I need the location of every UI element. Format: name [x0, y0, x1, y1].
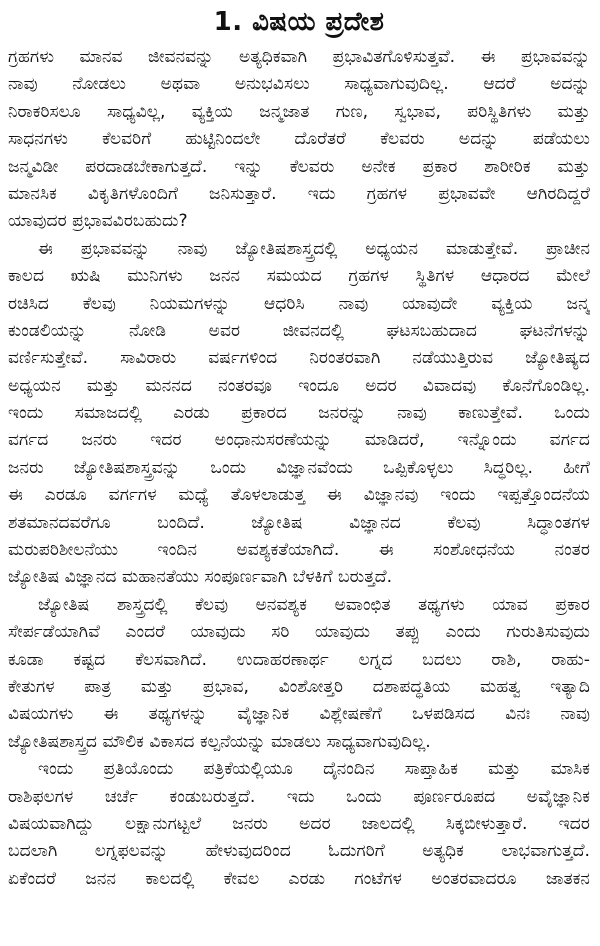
paragraph-line: ಮಾನಸಿಕ ವಿಕೃತಿಗಳೊಂದಿಗೆ ಜನಿಸುತ್ತಾರೆ. ಇದು ಗ್ರಹಗಳ ಪ್ರಭಾವವೇ ಆಗಿರದಿದ್ದರೆ [8, 183, 590, 204]
paragraph-line: ಏಕೆಂದರೆ ಜನನ ಕಾಲದಲ್ಲಿ ಕೇವಲ ಎರಡು ಗಂಟೆಗಳ ಅಂತರವಾದರೂ ಜಾತಕನ [8, 868, 590, 889]
paragraph-line: ಜನ್ಮವಿಡೀ ಪರದಾಡಬೇಕಾಗುತ್ತದೆ. ಇನ್ನು ಕೆಲವರು ಅನೇಕ ಪ್ರಕಾರ ಶಾರೀರಿಕ ಮತ್ತು [8, 156, 590, 177]
paragraph-line: ಗ್ರಹಗಳು ಮಾನವ ಜೀವನವನ್ನು ಅತ್ಯಧಿಕವಾಗಿ ಪ್ರಭಾವಿತಗೊಳಿಸುತ್ತವೆ. ಈ ಪ್ರಭಾವವನ್ನು [8, 47, 590, 67]
paragraph-line: ಸೇರ್ಪಡೆಯಾಗಿವೆ ಎಂದರೆ ಯಾವುದು ಸರಿ ಯಾವುದು ತಪ್ಪು ಎಂದು ಗುರುತಿಸುವುದು [8, 622, 590, 643]
paragraph-line: ಕೂಡಾ ಕಷ್ಟದ ಕೆಲಸವಾಗಿದೆ. ಉದಾಹರಣಾರ್ಥ ಲಗ್ನದ ಬದಲು ರಾಶಿ, ರಾಹು- [8, 649, 590, 670]
paragraph-4 [8, 756, 590, 893]
paragraph-line: ರಾಶಿಫಲಗಳ ಚರ್ಚೆ ಕಂಡುಬರುತ್ತದೆ. ಇದು ಒಂದು ಪೂರ್ಣರೂಪದ ಅವೈಜ್ಞಾನಿಕ [8, 786, 590, 807]
paragraph-line: ಸಾಧನಗಳು ಕೆಲವರಿಗೆ ಹುಟ್ಟಿನಿಂದಲೇ ದೊರೆತರೆ ಕೆಲವರು ಅದನ್ನು ಪಡೆಯಲು [8, 129, 590, 150]
paragraph-line: ಈ ಪ್ರಭಾವವನ್ನು ನಾವು ಜ್ಯೋತಿಷಶಾಸ್ತ್ರದಲ್ಲಿ ಅಧ್ಯಯನ ಮಾಡುತ್ತೇವೆ. ಪ್ರಾಚೀನ [38, 238, 590, 259]
paragraph-line: ಕೇತುಗಳ ಪಾತ್ರ ಮತ್ತು ಪ್ರಭಾವ, ವಿಂಶೋತ್ತರಿ ದಶಾಪದ್ಧತಿಯ ಮಹತ್ವ ಇತ್ಯಾದಿ [8, 676, 590, 697]
paragraph-line: ಅಧ್ಯಯನ ಮತ್ತು ಮನನದ ನಂತರವೂ ಇಂದೂ ಅದರ ವಿವಾದವು ಕೊನೆಗೊಂಡಿಲ್ಲ. [8, 375, 590, 396]
paragraph-line: ಜನರು ಜ್ಯೋತಿಷಶಾಸ್ತ್ರವನ್ನು ಒಂದು ವಿಜ್ಞಾನವೆಂದು ಒಪ್ಪಿಕೊಳ್ಳಲು ಸಿದ್ಧರಿಲ್ಲ. ಹೀಗೆ [8, 457, 590, 478]
paragraph-3 [8, 592, 590, 756]
paragraph-line: ಮರುಪರಿಶೀಲನೆಯು ಇಂದಿನ ಅವಶ್ಯಕತೆಯಾಗಿದೆ. ಈ ಸಂಶೋಧನೆಯ ನಂತರ [8, 540, 590, 561]
paragraph-line: ಕಾಲದ ಋಷಿ ಮುನಿಗಳು ಜನನ ಸಮಯದ ಗ್ರಹಗಳ ಸ್ಥಿತಿಗಳ ಆಧಾರದ ಮೇಲೆ [8, 266, 590, 287]
paragraph-line: ವರ್ಣಿಸುತ್ತೇವೆ. ಸಾವಿರಾರು ವರ್ಷಗಳಿಂದ ನಿರಂತರವಾಗಿ ನಡೆಯುತ್ತಿರುವ ಜ್ಯೋತಿಷ್ಯದ [8, 348, 590, 369]
paragraph-line: ಈ ಎರಡೂ ವರ್ಗಗಳ ಮಧ್ಯೆ ತೊಳಲಾಡುತ್ತ ಈ ವಿಜ್ಞಾನವು ಇಂದು ಇಪ್ಪತ್ತೊಂದನೆಯ [8, 485, 590, 506]
paragraph-line: ಶತಮಾನದವರೆಗೂ ಬಂದಿದೆ. ಜ್ಯೋತಿಷ ವಿಜ್ಞಾನದ ಕೆಲವು ಸಿದ್ಧಾಂತಗಳ [8, 512, 590, 533]
paragraph-line: ಬದಲಾಗಿ ಲಗ್ನಫಲವನ್ನು ಹೇಳುವುದರಿಂದ ಓದುಗರಿಗೆ ಅತ್ಯಧಿಕ ಲಾಭವಾಗುತ್ತದೆ. [8, 841, 590, 862]
paragraph-line: ಜ್ಯೋತಿಷ ವಿಜ್ಞಾನದ ಮಹಾನತೆಯು ಸಂಪೂರ್ಣವಾಗಿ ಬೆಳಕಿಗೆ ಬರುತ್ತದೆ. [8, 567, 393, 588]
paragraph-line: ವರ್ಗದ ಜನರು ಇದರ ಅಂಧಾನುಸರಣೆಯನ್ನು ಮಾಡಿದರೆ, ಇನ್ನೊಂದು ವರ್ಗದ [8, 430, 590, 451]
paragraph-line: ರಚಿಸಿದ ಕೆಲವು ನಿಯಮಗಳನ್ನು ಆಧರಿಸಿ ನಾವು ಯಾವುದೇ ವ್ಯಕ್ತಿಯ ಜನ್ಮ [8, 293, 590, 314]
paragraph-line: ಇಂದು ಪ್ರತಿಯೊಂದು ಪತ್ರಿಕೆಯಲ್ಲಿಯೂ ದೈನಂದಿನ ಸಾಪ್ತಾಹಿಕ ಮತ್ತು ಮಾಸಿಕ [38, 759, 590, 780]
paragraph-line: ಯಾವುದರ ಪ್ರಭಾವವಿರಬಹುದು? [8, 211, 188, 232]
paragraph-2 [8, 236, 590, 592]
paragraph-line: ವಿಷಯವಾಗಿದ್ದು ಲಕ್ಷಾನುಗಟ್ಟಲೆ ಜನರು ಅದರ ಜಾಲದಲ್ಲಿ ಸಿಕ್ಕಬೀಳುತ್ತಾರೆ. ಇದರ [8, 813, 590, 834]
paragraph-line: ನಿರಾಕರಿಸಲೂ ಸಾಧ್ಯವಿಲ್ಲ, ವ್ಯಕ್ತಿಯ ಜನ್ಮಜಾತ ಗುಣ, ಸ್ವಭಾವ, ಪರಿಸ್ಥಿತಿಗಳು ಮತ್ತು [8, 101, 590, 122]
chapter-title: 1. ವಿಷಯ ಪ್ರದೇಶ [213, 7, 385, 37]
paragraph-line: ಜ್ಯೋತಿಷ ಶಾಸ್ತ್ರದಲ್ಲಿ ಕೆಲವು ಅನವಶ್ಯಕ ಅವಾಂಛಿತ ತಥ್ಯಗಳು ಯಾವ ಪ್ರಕಾರ [38, 594, 590, 615]
paragraph-line: ವಿಷಯಗಳು ಈ ತಥ್ಯಗಳನ್ನು ವೈಜ್ಞಾನಿಕ ವಿಶ್ಲೇಷಣೆಗೆ ಒಳಪಡಿಸದ ವಿನಃ ನಾವು [8, 704, 590, 725]
paragraph-1 [8, 44, 590, 236]
paragraph-line: ನಾವು ನೋಡಲು ಅಥವಾ ಅನುಭವಿಸಲು ಸಾಧ್ಯವಾಗುವುದಿಲ್ಲ. ಆದರೆ ಅದನ್ನು [8, 74, 590, 95]
paragraph-line: ಇಂದು ಸಮಾಜದಲ್ಲಿ ಎರಡು ಪ್ರಕಾರದ ಜನರನ್ನು ನಾವು ಕಾಣುತ್ತೇವೆ. ಒಂದು [8, 403, 590, 424]
paragraph-line: ಜ್ಯೋತಿಷಶಾಸ್ತ್ರದ ಮೌಲಿಕ ವಿಕಾಸದ ಕಲ್ಪನೆಯನ್ನು ಮಾಡಲು ಸಾಧ್ಯವಾಗುವುದಿಲ್ಲ. [8, 731, 431, 752]
paragraph-line: ಕುಂಡಲಿಯನ್ನು ನೋಡಿ ಅವರ ಜೀವನದಲ್ಲಿ ಘಟಸಬಹುದಾದ ಘಟನೆಗಳನ್ನು [8, 320, 590, 341]
